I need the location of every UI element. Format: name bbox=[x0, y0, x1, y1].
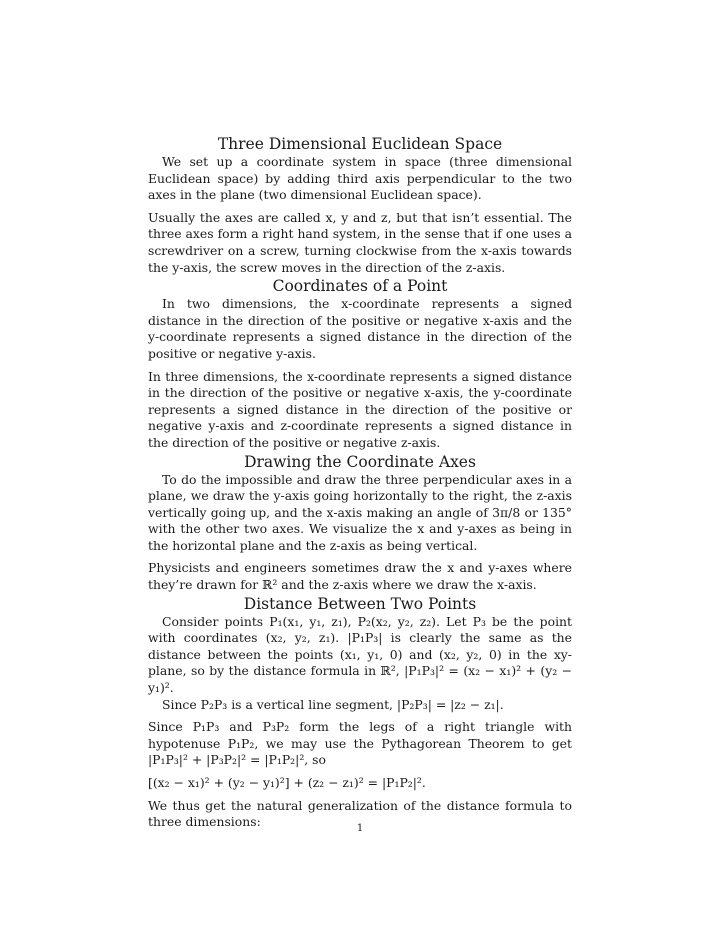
document-page bbox=[148, 134, 572, 831]
section-title-coordinates: Coordinates of a Point bbox=[272, 277, 448, 296]
paragraph: Usually the axes are called x, y and z, but that isn’t essential. The three axes form a right hand system, in the sense that if one uses a screwdriver on a screw, turning clockwise from the x-axis towards the y-axis, the screw moves in the direction of the z-axis. bbox=[148, 209, 572, 275]
paragraph: We thus get the natural generalization of the distance formula to three dimensions: bbox=[148, 797, 572, 830]
equation: [(x₂ − x₁)² + (y₂ − y₁)²] + (z₂ − z₁)² = |P₁P₂|². bbox=[148, 775, 426, 790]
paragraph: Since P₂P₃ is a vertical line segment, |P₂P₃| = |z₂ − z₁|. bbox=[162, 696, 504, 712]
page-number: 1 bbox=[356, 823, 364, 834]
section-title-euclidean-space: Three Dimensional Euclidean Space bbox=[217, 135, 503, 153]
paragraph: We set up a coordinate system in space (three dimensional Euclidean space) by adding third axis perpendicular to the two axes in the plane (two dimensional Euclidean space). bbox=[148, 154, 572, 203]
paragraph: To do the impossible and draw the three perpendicular axes in a plane, we draw the y-axis going horizontally to the right, the z-axis vertically going up, and the x-axis making an angle of 3π/8 or 135° with the other two axes. We visualize the x and y-axes as being in the horizontal plane and the z-axis as being vertical. bbox=[148, 471, 572, 553]
paragraph: Consider points P₁(x₁, y₁, z₁), P₂(x₂, y₂, z₂). Let P₃ be the point with coordinates (x₂, y₂, z₁). |P₁P₃| is clearly the same as the distance between the points (x₁, y₁, 0) and (x₂, y₂, 0) in the xy-plane, so by the distance formula in ℝ², |P₁P₃|² = (x₂ − x₁)² + (y₂ − y₁)². bbox=[148, 613, 572, 696]
paragraph: Physicists and engineers sometimes draw the x and y-axes where they’re drawn for ℝ² and the z-axis where we draw the x-axis. bbox=[148, 560, 572, 593]
section-title-drawing-axes: Drawing the Coordinate Axes bbox=[244, 452, 476, 471]
paragraph: In three dimensions, the x-coordinate represents a signed distance in the direction of the positive or negative x-axis, the y-coordinate represents a signed distance in the direction of the positive or negative y-axis and z-coordinate represents a signed distance in the direction of the positive or negative z-axis. bbox=[148, 368, 572, 450]
paragraph: In two dimensions, the x-coordinate represents a signed distance in the direction of the positive or negative x-axis and the y-coordinate represents a signed distance in the direction of the positive or negative y-axis. bbox=[148, 296, 572, 361]
section-title-distance: Distance Between Two Points bbox=[243, 594, 477, 613]
paragraph: Since P₁P₃ and P₃P₂ form the legs of a right triangle with hypotenuse P₁P₂, we may use the Pythagorean Theorem to get |P₁P₃|² + |P₃P₂|² = |P₁P₂|², so bbox=[148, 719, 572, 768]
